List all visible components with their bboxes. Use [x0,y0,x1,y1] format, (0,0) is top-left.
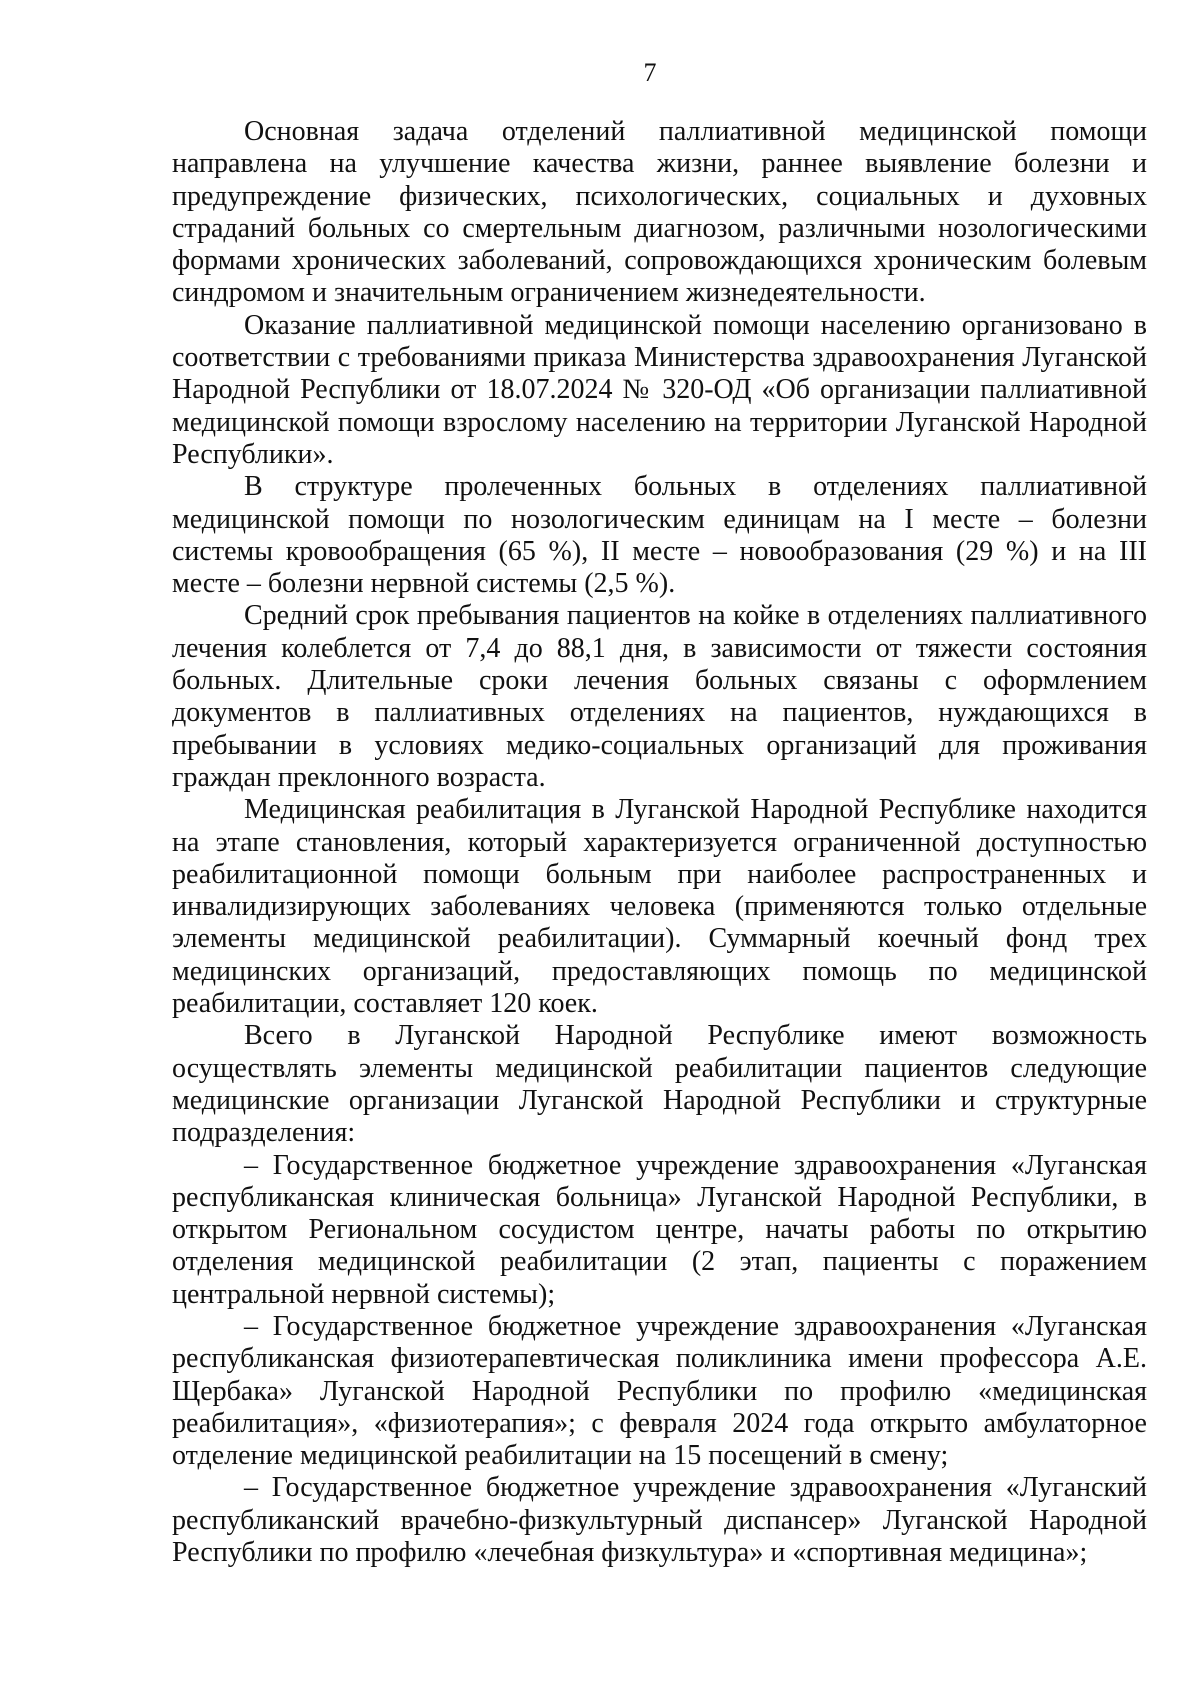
paragraph-bed-stay: Средний срок пребывания пациентов на койке в отделениях паллиативного лечения колеблется от 7,4 до 88,1 дня, в зависимости от тяжести состояния больных. Длительные сроки лечения больных связаны с оформлением документов в паллиативных отделениях на пациентов, нуждающихся в пребывании в условиях медико-социальных организаций для проживания граждан преклонного возраста. [172,600,1147,793]
paragraph-palliative-task: Основная задача отделений паллиативной медицинской помощи направлена на улучшение качества жизни, раннее выявление болезни и предупреждение физических, психологических, социальных и духовных страданий больных со смертельным диагнозом, различными нозологическими формами хронических заболеваний, сопровождающихся хроническим болевым синдромом и значительным ограничением жизнедеятельности. [172,116,1147,309]
paragraph-rehabilitation: Медицинская реабилитация в Луганской Народной Республике находится на этапе становления, который характеризуется ограниченной доступностью реабилитационной помощи больным при наиболее распространенных и инвалидизирующих заболеваниях человека (применяются только отдельные элементы медицинской реабилитации). Суммарный коечный фонд трех медицинских организаций, предоставляющих помощь по медицинской реабилитации, составляет 120 коек. [172,794,1147,1020]
page-number: 7 [643,58,657,87]
list-item-clinical-hospital: – Государственное бюджетное учреждение здравоохранения «Луганская республиканская клиническая больница» Луганской Народной Республики, в открытом Региональном сосудистом центре, начаты работы по открытию отделения медицинской реабилитации (2 этап, пациенты с поражением центральной нервной системы); [172,1149,1147,1310]
paragraph-palliative-order: Оказание паллиативной медицинской помощи населению организовано в соответствии с требованиями приказа Министерства здравоохранения Луганской Народной Республики от 18.07.2024 № 320-ОД «Об организации паллиативной медицинской помощи взрослому населению на территории Луганской Народной Республики». [172,309,1147,470]
list-item-physiotherapy-clinic: – Государственное бюджетное учреждение здравоохранения «Луганская республиканская физиотерапевтическая поликлиника имени профессора А.Е. Щербака» Луганской Народной Республики по профилю «медицинская реабилитация», «физиотерапия»; с февраля 2024 года открыто амбулаторное отделение медицинской реабилитации на 15 посещений в смену; [172,1310,1147,1472]
document-body [172,116,1147,1569]
list-item-sports-dispensary: – Государственное бюджетное учреждение здравоохранения «Луганский республиканский врачебно-физкультурный диспансер» Луганской Народной Республики по профилю «лечебная физкультура» и «спортивная медицина»; [172,1472,1147,1569]
paragraph-nosology-structure: В структуре пролеченных больных в отделениях паллиативной медицинской помощи по нозологическим единицам на I месте – болезни системы кровообращения (65 %), II месте – новообразования (29 %) и на III месте – болезни нервной системы (2,5 %). [172,471,1147,600]
paragraph-organizations-intro: Всего в Луганской Народной Республике имеют возможность осуществлять элементы медицинской реабилитации пациентов следующие медицинские организации Луганской Народной Республики и структурные подразделения: [172,1020,1147,1149]
